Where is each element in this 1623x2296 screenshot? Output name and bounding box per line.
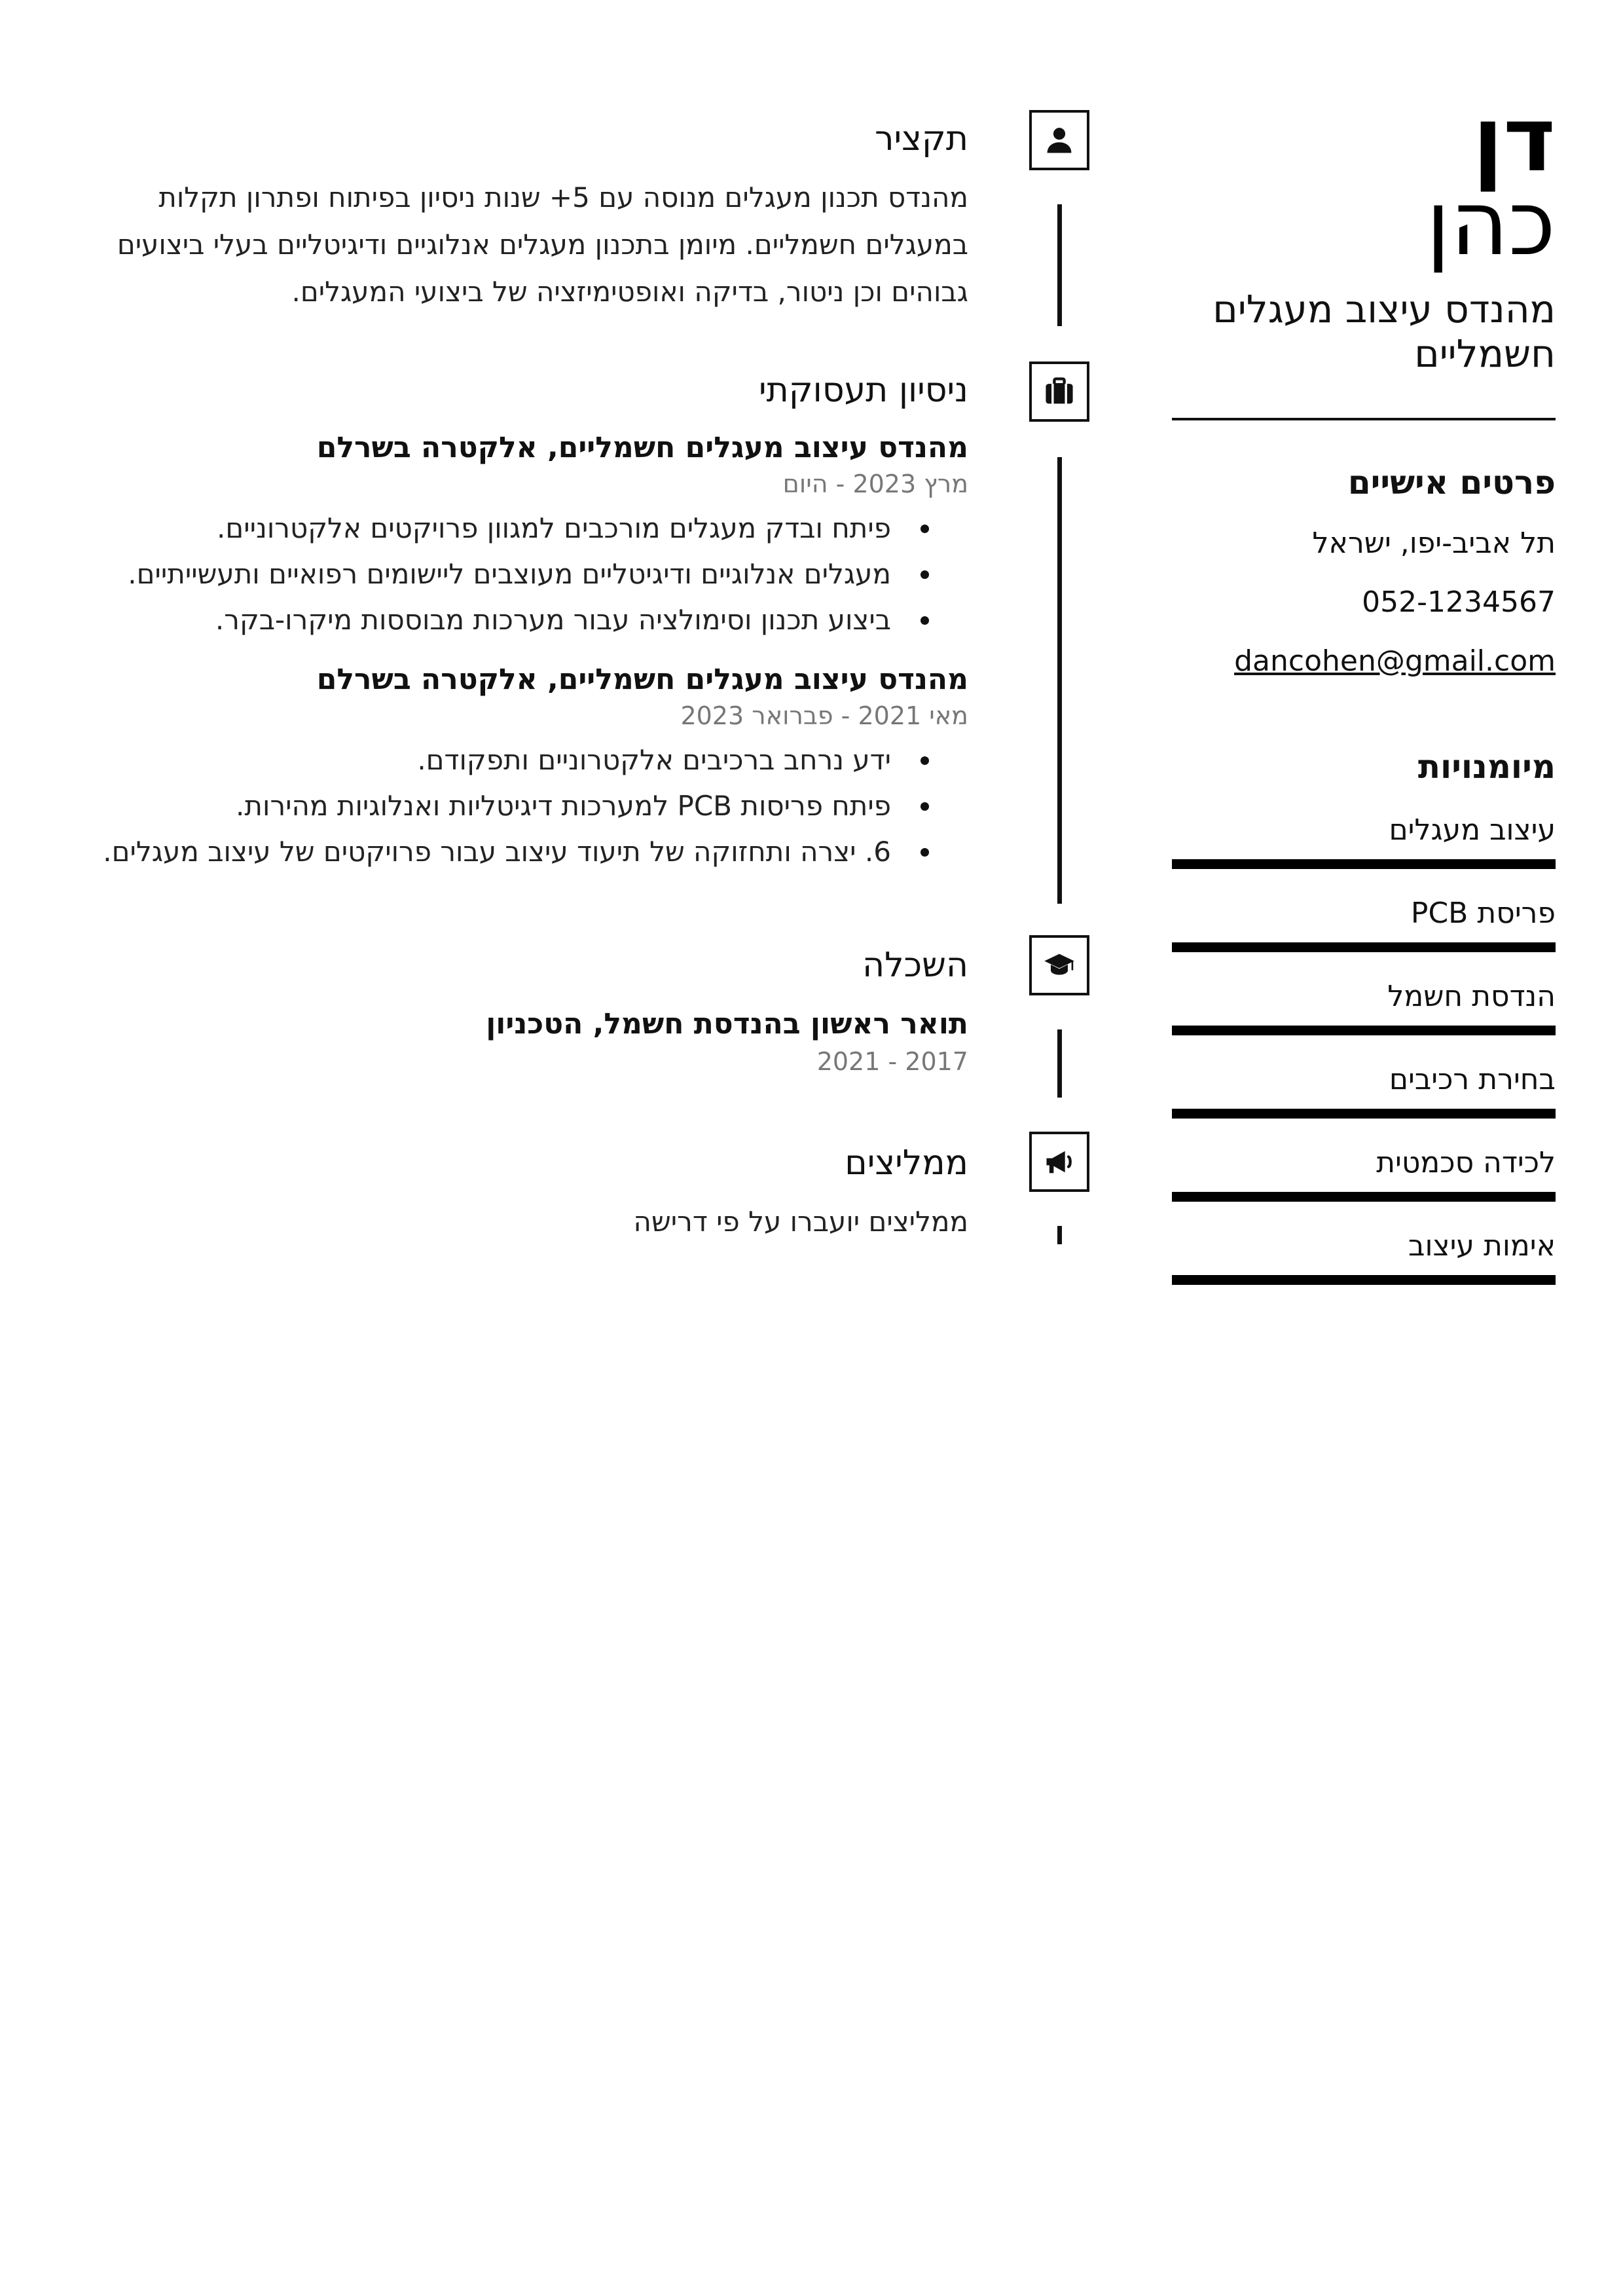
personal-details-heading: פרטים אישיים (1347, 464, 1556, 502)
job-entry (65, 430, 968, 643)
phone: 052-1234567 (1362, 585, 1556, 619)
skill-item (1172, 980, 1556, 1035)
skill-label: פריסת PCB (1410, 897, 1556, 930)
education-section (65, 944, 968, 1078)
experience-section (65, 369, 968, 875)
timeline-line (1057, 204, 1062, 326)
timeline-line (1057, 457, 1062, 904)
bullet-item: פיתח פריסות PCB למערכות דיגיטליות ואנלוגיות מהירות. (65, 783, 891, 829)
skills-heading: מיומנויות (1417, 748, 1556, 786)
experience-heading: ניסיון תעסוקתי (758, 371, 968, 410)
sidebar-divider (1172, 418, 1556, 420)
skill-level-bar (1172, 1109, 1556, 1119)
timeline-line (1057, 1226, 1062, 1244)
bullet-item: פיתח ובדק מעגלים מורכבים למגוון פרויקטים אלקטרוניים. (65, 506, 891, 551)
location: תל אביב-יפו, ישראל (1312, 527, 1556, 560)
education-heading: השכלה (862, 946, 968, 985)
job-dates: מאי 2021 - פברואר 2023 (680, 701, 968, 730)
megaphone-icon (1029, 1132, 1089, 1192)
skill-item (1172, 813, 1556, 869)
last-name: כהן (1426, 172, 1556, 276)
job-bullets (65, 737, 968, 875)
skill-item (1172, 1146, 1556, 1202)
summary-section (65, 118, 968, 316)
skill-item (1172, 1229, 1556, 1285)
bullet-item: ביצוע תכנון וסימולציה עבור מערכות מבוססות מיקרו-בקר. (65, 597, 891, 643)
bullet-item: מעגלים אנלוגיים ודיגיטליים מעוצבים ליישומים רפואיים ותעשייתיים. (65, 551, 891, 597)
first-name: דן (1472, 88, 1556, 192)
job-title: מהנדס עיצוב מעגלים חשמליים, אלקטרה בשרלם (316, 663, 968, 696)
skill-label: לכידה סכמטית (1376, 1146, 1556, 1179)
skill-level-bar (1172, 1192, 1556, 1202)
person-icon (1029, 110, 1089, 170)
bullet-item: ידע נרחב ברכיבים אלקטרוניים ותפקודם. (65, 737, 891, 783)
skill-level-bar (1172, 1026, 1556, 1035)
summary-heading: תקציר (875, 119, 968, 158)
skill-item (1172, 897, 1556, 952)
job-dates: מרץ 2023 - היום (782, 470, 968, 498)
skill-level-bar (1172, 859, 1556, 869)
skill-label: הנדסת חשמל (1387, 980, 1556, 1013)
skill-level-bar (1172, 942, 1556, 952)
references-heading: ממליצים (845, 1143, 968, 1183)
summary-text: מהנדס תכנון מעגלים מנוסה עם 5+ שנות ניסיון בפיתוח ופתרון תקלות במעגלים חשמליים. מיומן בתכנון מעגלים אנלוגיים ודיגיטליים בעלי ביצועים גבוהים וכן ניטור, בדיקה ואופטימיזציה של ביצועי המעגלים. (117, 181, 968, 308)
skill-label: אימות עיצוב (1408, 1229, 1556, 1263)
skill-item (1172, 1063, 1556, 1119)
references-text: ממליצים יועברו על פי דרישה (633, 1206, 968, 1238)
skill-label: בחירת רכיבים (1389, 1063, 1556, 1096)
education-dates: 2017 - 2021 (816, 1047, 968, 1076)
graduation-cap-icon (1029, 935, 1089, 995)
degree: תואר ראשון בהנדסת חשמל, הטכניון (486, 1007, 968, 1041)
job-title: מהנדס עיצוב מעגלים חשמליים, אלקטרה בשרלם (316, 431, 968, 464)
briefcase-icon (1029, 361, 1089, 422)
skill-label: עיצוב מעגלים (1389, 813, 1556, 847)
job-entry (65, 661, 968, 875)
skill-level-bar (1172, 1275, 1556, 1285)
timeline-line (1057, 1029, 1062, 1098)
bullet-item: 6. יצרה ותחזוקה של תיעוד עיצוב עבור פרויקטים של עיצוב מעגלים. (65, 829, 891, 875)
job-title: מהנדס עיצוב מעגלים חשמליים (1213, 287, 1556, 376)
references-section (65, 1142, 968, 1240)
sidebar (1172, 88, 1556, 1285)
email-link[interactable]: dancohen@gmail.com (1234, 644, 1556, 678)
job-bullets (65, 506, 968, 643)
